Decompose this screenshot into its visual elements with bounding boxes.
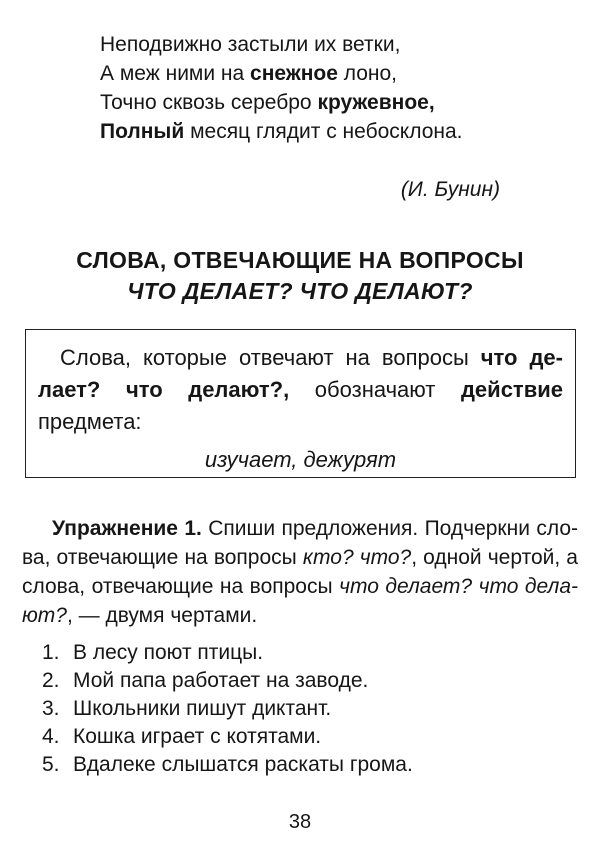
section-heading-line2: ЧТО ДЕЛАЕТ? ЧТО ДЕЛАЮТ? — [127, 278, 473, 304]
text-segment: действие — [460, 377, 563, 402]
text-segment: ва, отвечающие на вопросы — [22, 546, 303, 569]
text-segment: Слова, которые отвечают на вопросы — [60, 345, 481, 370]
text-segment: кто? что? — [302, 546, 412, 569]
list-item-number: 2. — [42, 669, 60, 692]
poem-line — [100, 30, 500, 59]
text-segment: ют? — [22, 604, 67, 627]
list-item-text: Кошка играет с котятами. — [73, 725, 322, 748]
list-item-number: 5. — [42, 753, 60, 776]
section-heading — [0, 245, 600, 307]
page-number: 38 — [288, 811, 312, 833]
text-segment: что делает? что дела- — [339, 575, 579, 598]
rule-box — [25, 329, 576, 478]
text-segment: , одной чертой, а — [411, 546, 578, 569]
list-item-number: 1. — [42, 641, 60, 664]
exercise-line — [22, 514, 578, 543]
text-segment: Точно сквозь серебро — [100, 91, 318, 114]
text-segment: Неподвижно застыли их ветки, — [100, 33, 401, 56]
rule-text-line — [38, 342, 563, 374]
rule-text-line — [38, 406, 563, 438]
text-segment: кружевное, — [317, 91, 435, 114]
list-item-text: В лесу поют птицы. — [73, 641, 264, 664]
list-item-text: Мой папа работает на заводе. — [73, 669, 369, 692]
list-item-text: Школьники пишут диктант. — [73, 697, 332, 720]
poem-line — [100, 59, 500, 88]
list-item-number: 4. — [42, 725, 60, 748]
exercise-line — [22, 572, 578, 601]
text-segment: лоно, — [337, 62, 398, 85]
text-segment: обозначают — [289, 377, 461, 402]
text-segment: месяц глядит с небосклона. — [184, 120, 463, 143]
exercise-line — [22, 543, 578, 572]
list-item — [42, 695, 600, 723]
poem-line — [100, 88, 500, 117]
text-segment: что де- — [480, 345, 563, 370]
text-segment: , — двумя чертами. — [66, 604, 258, 627]
list-item-number: 3. — [42, 697, 60, 720]
poem-attribution: (И. Бунин) — [400, 178, 500, 201]
text-segment: снежное — [250, 62, 338, 85]
section-heading-line1: СЛОВА, ОТВЕЧАЮЩИЕ НА ВОПРОСЫ — [76, 247, 524, 273]
exercise-paragraph — [22, 514, 578, 630]
text-segment: предмета: — [38, 409, 142, 434]
poem-block — [100, 30, 500, 146]
sentence-list — [42, 639, 600, 779]
rule-text — [38, 342, 563, 438]
text-segment: Спиши предложения. Подчеркни сло- — [201, 517, 578, 540]
rule-text-line — [38, 374, 563, 406]
text-segment: Полный — [100, 120, 185, 143]
list-item — [42, 723, 600, 751]
text-segment: слова, отвечающие на вопросы — [22, 575, 340, 598]
list-item — [42, 667, 600, 695]
exercise-line — [22, 601, 578, 630]
list-item-text: Вдалеке слышатся раскаты грома. — [73, 753, 413, 776]
text-segment: А меж ними на — [100, 62, 251, 85]
list-item — [42, 639, 600, 667]
book-page — [0, 30, 600, 859]
rule-example: изучает, дежурят — [204, 447, 397, 472]
text-segment: Упражнение 1. — [52, 517, 202, 540]
poem-line — [100, 117, 500, 146]
list-item — [42, 751, 600, 779]
text-segment: лает? что делают?, — [38, 377, 290, 402]
